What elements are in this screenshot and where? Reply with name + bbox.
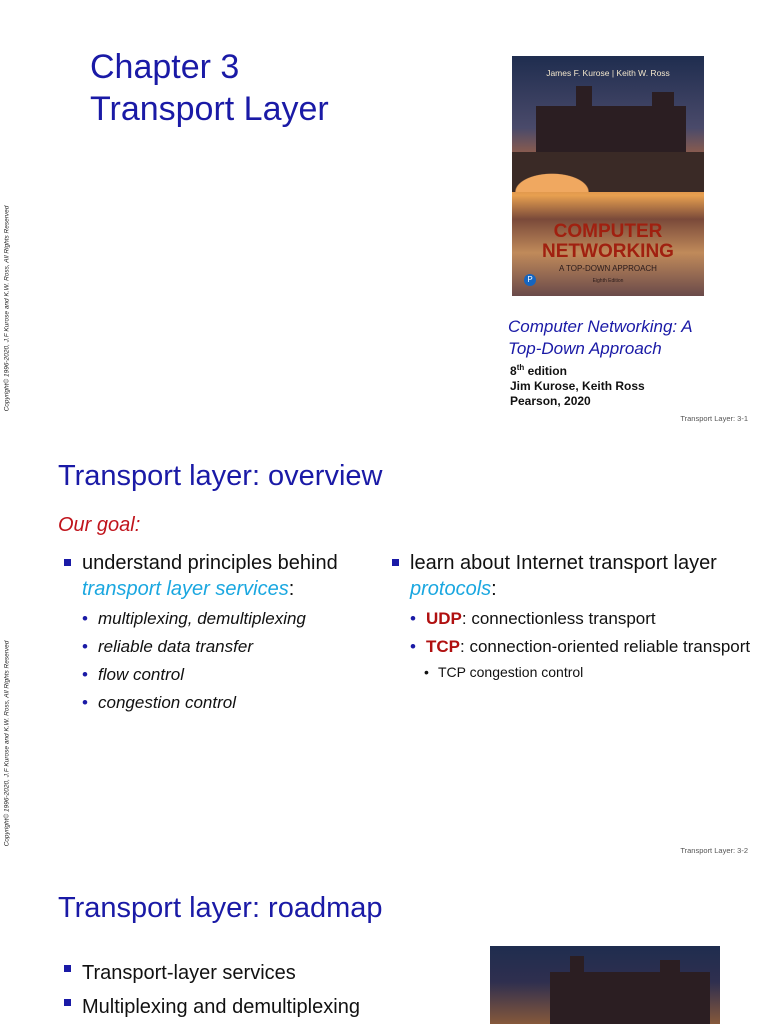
sub-bullet-item xyxy=(82,692,354,714)
sub-sub-bullet-text: TCP congestion control xyxy=(438,664,584,680)
book-title xyxy=(508,316,758,360)
roadmap-item xyxy=(64,990,360,1024)
sub-bullet-text: congestion control xyxy=(98,693,236,712)
sub-bullet-text: reliable data transfer xyxy=(98,637,253,656)
slide-footer: Transport Layer: 3-1 xyxy=(680,414,748,423)
building-shape xyxy=(550,972,710,1024)
left-column xyxy=(64,550,354,714)
square-bullet-icon xyxy=(392,559,399,566)
book-title-line1: Computer Networking: A xyxy=(508,317,693,336)
slide-title: Transport layer: roadmap xyxy=(58,892,383,924)
slide-title: Transport layer: overview xyxy=(58,460,383,492)
book-cover-subtitle: A TOP-DOWN APPROACH xyxy=(559,264,657,273)
book-publisher: Pearson, 2020 xyxy=(510,394,591,408)
udp-label: UDP xyxy=(426,609,462,628)
square-bullet-icon xyxy=(64,965,71,972)
chapter-title xyxy=(90,46,329,130)
dot-bullet-icon: • xyxy=(82,637,88,656)
bridge-shape xyxy=(512,152,704,192)
book-cover-image xyxy=(512,56,704,296)
bullet-text: understand principles behind xyxy=(82,552,338,574)
slide-1 xyxy=(0,0,768,432)
edition-text: edition xyxy=(524,364,567,378)
book-title-line2: Top-Down Approach xyxy=(508,339,662,358)
roadmap-item xyxy=(64,956,360,990)
sub-bullet-tcp xyxy=(410,636,752,658)
dot-bullet-icon: • xyxy=(82,693,88,712)
square-bullet-icon xyxy=(64,999,71,1006)
slide-3 xyxy=(0,864,768,1024)
sub-bullet-text: multiplexing, demultiplexing xyxy=(98,609,306,628)
book-authors: Jim Kurose, Keith Ross xyxy=(510,379,645,393)
udp-text: : connectionless transport xyxy=(461,609,656,628)
bullet-item xyxy=(64,550,354,602)
book-cover-authors: James F. Kurose | Keith W. Ross xyxy=(546,68,670,78)
sub-bullet-udp xyxy=(410,608,752,630)
dot-bullet-icon: • xyxy=(424,664,429,680)
slide-footer: Transport Layer: 3-2 xyxy=(680,846,748,855)
tcp-label: TCP xyxy=(426,637,460,656)
chapter-title-line2: Transport Layer xyxy=(90,90,329,128)
bullet-text: learn about Internet transport layer xyxy=(410,552,717,574)
bullet-text-end: : xyxy=(288,578,295,600)
bullet-item xyxy=(392,550,752,602)
roadmap-list xyxy=(64,956,360,1024)
roadmap-item-text: Transport-layer services xyxy=(82,962,296,984)
publisher-logo-icon: P xyxy=(524,274,536,286)
sub-list xyxy=(392,608,752,682)
sub-bullet-text: flow control xyxy=(98,665,184,684)
roadmap-item-text: Multiplexing and demultiplexing xyxy=(82,996,360,1018)
sub-list xyxy=(64,608,354,714)
sub-sub-bullet-item xyxy=(424,662,752,682)
book-cover-image xyxy=(490,946,720,1024)
dot-bullet-icon: • xyxy=(410,637,416,656)
dot-bullet-icon: • xyxy=(82,665,88,684)
chapter-title-line1: Chapter 3 xyxy=(90,48,240,86)
book-cover-title-line2: NETWORKING xyxy=(542,241,674,262)
dot-bullet-icon: • xyxy=(82,609,88,628)
highlight-text: transport layer services xyxy=(82,578,289,600)
book-cover-title-line1: COMPUTER xyxy=(553,221,663,242)
edition-suffix: th xyxy=(516,363,525,372)
book-cover-edition: Eighth Edition xyxy=(592,278,624,284)
book-cover-title xyxy=(512,222,704,262)
highlight-text: protocols xyxy=(410,578,492,600)
bullet-text-end: : xyxy=(491,578,497,600)
sub-bullet-item xyxy=(82,608,354,630)
edition-number: 8 xyxy=(510,364,517,378)
sub-bullet-item xyxy=(82,636,354,658)
dot-bullet-icon: • xyxy=(410,609,416,628)
slide-2 xyxy=(0,432,768,864)
edition xyxy=(510,360,645,379)
tcp-text: : connection-oriented reliable transport xyxy=(460,637,751,656)
right-column xyxy=(392,550,752,682)
sub-sub-list xyxy=(410,662,752,682)
copyright-notice: Copyright© 1996-2020, J.F Kurose and K.W. Ross, All Rights Reserved xyxy=(3,640,11,847)
sub-bullet-item xyxy=(82,664,354,686)
copyright-notice: Copyright© 1996-2020, J.F Kurose and K.W. Ross, All Rights Reserved xyxy=(3,205,11,412)
square-bullet-icon xyxy=(64,559,71,566)
book-info xyxy=(510,360,645,409)
goal-heading: Our goal: xyxy=(58,514,141,536)
